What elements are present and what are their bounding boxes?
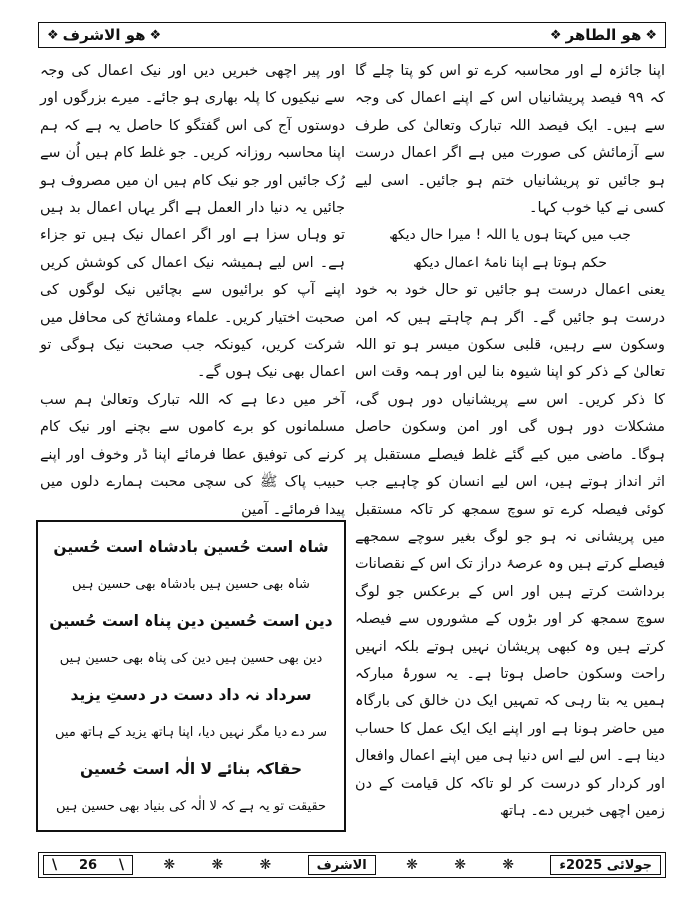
ornament-icon: ❖ xyxy=(549,27,562,43)
ornament-icon: ❖ xyxy=(149,27,162,43)
ornament-icon: ❋ xyxy=(259,857,278,873)
ornament-icon: ❋ xyxy=(502,857,521,873)
header-right-title xyxy=(550,26,657,44)
issue-date-box xyxy=(550,855,661,875)
poem-translation-line: حقیقت تو یہ ہے کہ لا الٰہ کی بنیاد بھی حسین ہیں xyxy=(55,798,327,814)
right-paragraph-1: اپنا جائزہ لے اور محاسبہ کرے تو اس کو پتا چلے گا کہ ۹۹ فیصد پریشانیاں اس کے اپنے اعمال کی وجہ سے ہیں۔ ایک فیصد اللہ تبارک وتعالیٰ کی طرف سے آزمائش کی صورت میں ہے اگر اعمال درست ہو جائیں تو پریشانیاں ختم ہو جائیں۔ اسی لیے کسی نے کیا خوب کہا۔ xyxy=(355,63,665,217)
header-left-title xyxy=(47,26,161,44)
verse-line-2: حکم ہوتا ہے اپنا نامۂ اعمال دیکھ xyxy=(412,254,608,271)
ornament-icon: ❖ xyxy=(47,27,59,43)
ornament-icon: ❋ xyxy=(454,857,472,873)
left-text-column xyxy=(40,58,345,524)
poem-box xyxy=(36,520,346,832)
page-number: 26 xyxy=(78,857,98,873)
header-right-title-text: ھو الطاھر xyxy=(565,26,642,44)
slash-decoration: \ xyxy=(52,857,58,873)
page-footer xyxy=(38,852,666,878)
verse-line-1: جب میں کہتا ہوں یا اللہ ! میرا حال دیکھ xyxy=(389,227,631,244)
poem-translation-line: دین بھی حسین ہیں دین کی پناہ بھی حسین ہیں xyxy=(59,650,323,666)
left-paragraph-1: اور پیر اچھی خبریں دیں اور نیک اعمال کی وجہ سے نیکیوں کا پلہ بھاری ہو جائے۔ میرے بزرگوں اور دوستوں آج کی اس گفتگو کا حاصل یہ ہے کہ ہم اپنا محاسبہ روزانہ کریں۔ جو غلط کام ہیں اُن سے رُک جائیں اور جو نیک کام ہیں ان میں مصروف ہو جائیں یہ دنیا دار العمل ہے اگر یہاں اعمال بد ہیں تو وہاں سزا ہے اور اگر اعمال نیک ہیں تو جزاء ہے۔ اس لیے ہمیشہ نیک اعمال کی کوشش کریں اپنے آپ کو برائیوں سے بچائیں نیک لوگوں کی صحبت اختیار کریں۔ علماء ومشائخ کی محافل میں شرکت کریں، کیونکہ جب صحبت نیک ہوگی تو اعمال بھی نیک ہوں گے۔ xyxy=(40,63,345,381)
poem-persian-line: سرداد نہ داد دست در دستِ یزید xyxy=(70,686,312,705)
poem-translation-line: سر دے دیا مگر نہیں دیا، اپنا ہاتھ یزید کے ہاتھ میں xyxy=(55,724,327,740)
poem-persian-line: شاہ است حُسین بادشاہ است حُسین xyxy=(53,538,329,557)
ornament-icon: ❋ xyxy=(163,857,182,873)
page-number-box xyxy=(43,855,133,875)
page-header xyxy=(38,22,666,48)
header-left-title-text: ھو الاشرف xyxy=(62,26,146,44)
ornament-icon: ❋ xyxy=(406,857,424,873)
right-paragraph-2: یعنی اعمال درست ہو جائیں تو حال خود بہ خود درست ہو جائیں گے۔ اگر ہم چاہتے ہیں کہ امن وسکون سے رہیں، قلبی سکون میسر ہو تو اللہ تعالیٰ کے ذکر کو اپنا شیوہ بنا لیں اور ہمہ وقت اس کا ذکر کریں۔ اس سے پریشانیاں دور ہوں گی، مشکلات دور ہوں گی اور امن وسکون حاصل ہوگا۔ ماضی میں کیے گئے غلط فیصلے مستقبل پر اثر انداز ہوتے ہیں، اس لیے انسان کو چاہیے جب کوئی فیصلہ کرے تو سوچ سمجھ کر تاکہ مستقبل میں پریشانی نہ ہو جو لوگ بغیر سوچے سمجھے فیصلے کرتے ہیں وہ عرصۂ دراز تک اس کے نقصانات برداشت کرتے ہیں اور اس کے برعکس جو لوگ سوچ سمجھ کر اور بڑوں کے مشوروں سے فیصلہ کرتے ہیں وہ کبھی پریشان نہیں ہوتے بلکہ انہیں راحت وسکون حاصل ہوتا ہے۔ یہ سورۂ مبارکہ ہمیں یہ بتا رہی کہ تمہیں ایک دن خالق کی بارگاہ میں حاضر ہونا ہے اور اپنے ایک ایک عمل کا حساب دینا ہے۔ اس لیے اس دنیا ہی میں اپنے اعمال وافعال اور کردار کو درست کر لو تاکہ کل قیامت کے دن زمین اچھی خبریں دے۔ ہاتھ xyxy=(355,282,665,819)
left-paragraph-2: آخر میں دعا ہے کہ اللہ تبارک وتعالیٰ ہم سب مسلمانوں کو برے کاموں سے بچنے اور نیک کام کرنے کی توفیق عطا فرمائے اپنا ڈر وخوف اور اپنے حبیب پاک ﷺ کی سچی محبت ہمارے دلوں میں پیدا فرمائے۔ آمین xyxy=(40,391,345,518)
ornament-icon: ❖ xyxy=(645,27,657,43)
right-text-column xyxy=(355,58,665,825)
ornament-icon: ❋ xyxy=(211,857,230,873)
issue-date: جولائی 2025ء xyxy=(559,857,652,873)
slash-decoration: \ xyxy=(118,857,124,873)
poem-persian-line: حقاکہ بنائے لا الٰہ است حُسین xyxy=(79,760,303,779)
poem-translation-line: شاہ بھی حسین ہیں بادشاہ بھی حسین ہیں xyxy=(72,576,310,592)
magazine-name: الاشرف xyxy=(316,857,367,873)
poem-persian-line: دین است حُسین دین پناہ است حُسین xyxy=(49,612,333,631)
magazine-name-box xyxy=(308,855,376,875)
